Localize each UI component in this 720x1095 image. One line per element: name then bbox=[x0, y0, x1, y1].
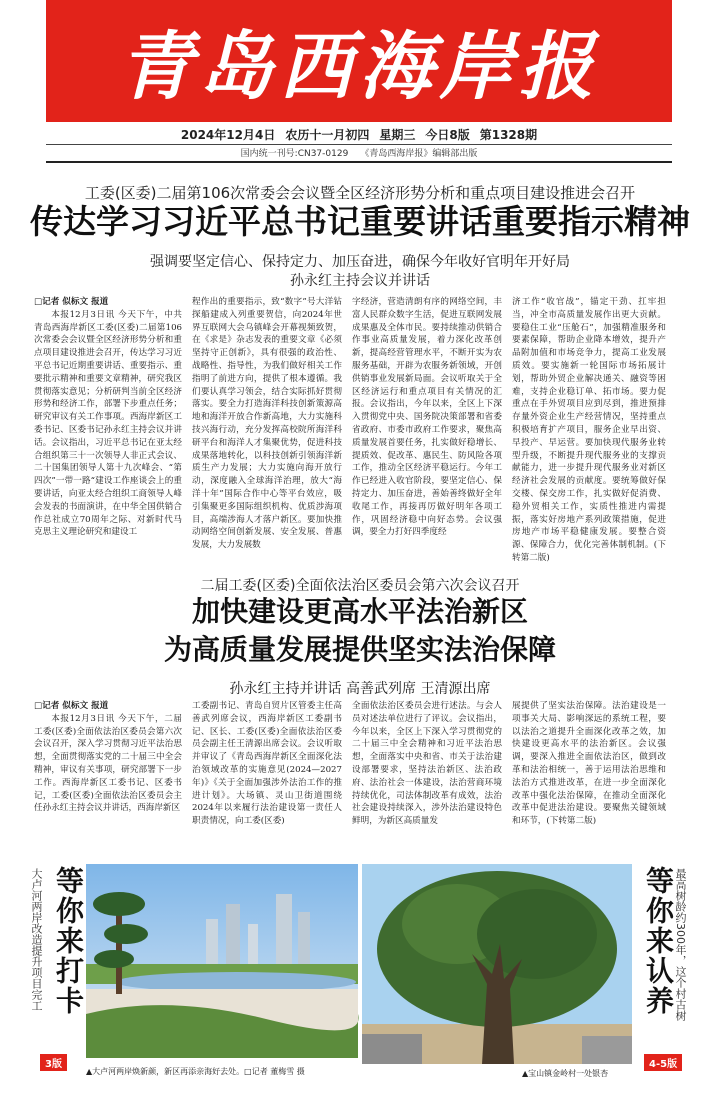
story2-column-4 bbox=[512, 700, 666, 842]
right-page-badge: 4-5版 bbox=[644, 1054, 682, 1071]
story1-paragraph: 程作出的重要指示，致“数字”号大洋钻探船建成入列重要贺信，向2024年世界互联网大会乌镇峰会开幕视频致贺，在《求是》杂志发表的重要文章《必须坚持守正创新》，具有很强的政治性、战略性、指导性，为我们做好相关工作指明了前进方向，提供了根本遵循。我们要认真学习领会，结合实际抓好贯彻落实。要全力打造海洋科技创新策源高地和海洋开放合作新高地，大力实施科技兴海行动，充分发挥高校院所海洋科研平台和海洋人才集聚优势，促进科技成果落地转化，以科技创新引领海洋新质生产力发展；大力实施向海开放行动，深度融入全球海洋治理，放大“海洋十年”国际合作中心等平台效应，吸引集聚更多国际组织机构、优质涉海项目，高端涉海人才落户新区。要加快推动网络空间创新发展、安全发展、普惠发展，大力发展数 bbox=[192, 297, 342, 551]
river-park-photo bbox=[86, 864, 358, 1058]
left-promo-title: 等你来打卡 bbox=[52, 866, 85, 1016]
photo-band bbox=[22, 854, 698, 1086]
issue-number: 第1328期 bbox=[479, 128, 538, 142]
story1-deck: 强调要坚定信心、保持定力、加压奋进，确保今年收好官明年开好局 bbox=[150, 254, 570, 270]
story2-column-2 bbox=[192, 700, 342, 842]
left-page-badge: 3版 bbox=[40, 1054, 67, 1071]
story1-body bbox=[34, 296, 666, 563]
story2-paragraph: 展提供了坚实法治保障。法治建设是一项事关大局、影响深远的系统工程，要以法治之道提升全面深化改革之效，加快建设更高水平的法治新区。会议强调，要深入推进全面依法治区，做到改革和法治相统一，善于运用法治思维和法治方式推进改革，在进一步全面深化改革中强化法治保障，在推动全面深化改革中促进法治建设。要聚焦关键领域和环节，(下转第二版) bbox=[512, 701, 666, 827]
story2-paragraph: 工委副书记、青岛自贸片区管委主任高善武列席会议，西海岸新区工委副书记、区长、工委(区委)全面依法治区委员会副主任王清源出席会议。会议听取并审议了《青岛西海岸新区全面深化法治领域改革的实施意见(2024—2027年)》《关于全面加强涉外法治工作的推进计划》。大场镇、灵山卫街道围绕2024年以来履行法治建设第一责任人职责情况，向工委(区委) bbox=[192, 701, 342, 827]
story1-deck-2: 孙永红主持会议并讲话 bbox=[290, 273, 430, 289]
publisher: 《青岛西海岸报》编辑部出版 bbox=[360, 149, 478, 159]
story1-kicker: 工委(区委)二届第106次常委会会议暨全区经济形势分析和重点项目建设推进会召开 bbox=[84, 184, 636, 202]
story1-column-3 bbox=[352, 296, 502, 554]
left-photo-caption: ▲大卢河两岸焕新颜，新区再添亲海好去处。□记者 董梅雪 摄 bbox=[86, 1067, 305, 1076]
ancient-tree-photo bbox=[362, 864, 632, 1064]
masthead bbox=[46, 0, 672, 122]
story1-column-1 bbox=[34, 296, 182, 554]
story2-deck: 孙永红主持并讲话 高善武列席 王清源出席 bbox=[229, 681, 491, 697]
story1-paragraph: 本报12月3日讯 今天下午，中共青岛西海岸新区工委(区委)二届第106次常委会会议暨全区经济形势分析和重点项目建设推进会召开，传达学习习近平总书记近期重要讲话、重要指示、重要批示精神和重要文章精神，研究我区贯彻落实意见；分析研判当前全区经济形势和经济工作，部署下步重点任务；研究审议有关工作事项。西海岸新区工委书记、区委书记孙永红主持会议并讲话。会议指出，习近平总书记在亚太经合组织第三十一次领导人非正式会议、二十国集团领导人第十九次峰会、“第四次”一带一路“建设工作座谈会上的重要讲话，向亚太经合组织工商领导人峰会发表的书面演讲，在中华全国供销合作总社成立70周年之际、对新时代马克思主义理论研究和建设工 bbox=[34, 309, 182, 538]
page-count: 今日8版 bbox=[425, 128, 470, 142]
right-promo-title: 等你来认养 bbox=[642, 866, 675, 1016]
story2-kicker: 二届工委(区委)全面依法治区委员会第六次会议召开 bbox=[200, 578, 520, 594]
left-promo-subtitle: 大卢河两岸改造提升项目完工 bbox=[30, 868, 43, 1011]
story2-paragraph: 全面依法治区委员会进行述法。与会人员对述法单位进行了评议。会议指出，今年以来，全区上下深入学习贯彻党的二十届三中全会精神和习近平法治思想，全面落实中央和省、市关于法治建设部署要求，坚持法治新区、法治政府、法治社会一体建设，法治营商环境持续优化，司法体制改革有成效，法治社会建设持续深入，涉外法治建设特色鲜明，为新区高质量发 bbox=[352, 701, 502, 827]
left-promo-panel bbox=[22, 860, 84, 1080]
story1-paragraph: 济工作“收官战”，锚定干劲、扛牢担当，冲全市高质量发展作出更大贡献。要稳住工业“压舱石”，加强精准服务和要素保障，帮助企业降本增效，提升产品附加值和市场竞争力，提高工业发展质效。要实施新一轮国际市场拓展计划，帮助外贸企业解决通关、融资等困难，支持企业稳订单、拓市场。要力促重点在手外贸项目应到尽到，推进预排存量外资企业生产经营情况，坚持重点积极培育扩产项目，服务企业早出资、早投产、早运营。要加快现代服务业转型升级，不断提升现代服务业的支撑贡献能力，进一步提升现代服务业对新区经济社会发展的贡献度。要统筹做好保交楼、保交房工作，扎实做好促消费、稳外贸相关工作，实质性推进内需提振，落实好房地产系列政策措施，促进房地产市场平稳健康发展。要整合资源、保障合力，优化完善体制机制。(下转第二版) bbox=[512, 297, 666, 563]
masthead-title: 青岛西海岸报 bbox=[119, 24, 599, 110]
publication-info bbox=[46, 146, 672, 160]
story2-body bbox=[34, 700, 666, 842]
divider bbox=[46, 161, 672, 163]
story2-byline: □记者 似标文 报道 bbox=[34, 701, 109, 711]
divider bbox=[46, 144, 672, 145]
story2-column-3 bbox=[352, 700, 502, 842]
story1-headline: 传达学习习近平总书记重要讲话重要指示精神 bbox=[30, 202, 690, 241]
story1-column-4 bbox=[512, 296, 666, 563]
story2-column-1 bbox=[34, 700, 182, 842]
date: 2024年12月4日 bbox=[180, 128, 276, 142]
story1-byline: □记者 似标文 报道 bbox=[34, 297, 109, 307]
story1-column-2 bbox=[192, 296, 342, 554]
lunar-date: 农历十一月初四 bbox=[285, 128, 370, 142]
story2-paragraph: 本报12月3日讯 今天下午，二届工委(区委)全面依法治区委员会第六次会议召开，深入学习贯彻习近平法治思想，全面贯彻落实党的二十届三中全会精神，审议有关事项，研究部署下一步工作。西海岸新区工委书记、区委书记，工委(区委)全面依法治区委员会主任孙永红主持会议并讲话，西海岸新区 bbox=[34, 713, 182, 814]
dateline bbox=[46, 126, 672, 144]
weekday: 星期三 bbox=[379, 128, 416, 142]
story1-paragraph: 字经济，营造清朗有序的网络空间，丰富人民群众数字生活，促进互联网发展成果惠及全体市民。要持续推动供销合作事业高质量发展，着力深化改革创新，提高经营管理水平，不断开实为农服务基础，开辟为农服务新领域，开创供销事业发展新局面。会议听取关于全区经济运行和重点项目有关情况的汇报。会议指出，今年以来，全区上下深入贯彻党中央、国务院决策部署和省委省政府、市委市政府工作要求，聚焦高质量发展首要任务，扎实做好稳增长、提质效、促改革、惠民生、防风险各项工作，推动全区经济平稳运行。今年工作已经进入收官阶段，要坚定信心、保持定力、加压奋进，善始善终做好全年收尾工作，再接再厉做好明年各项工作，巩固经济稳中向好态势。会议强调，要全力打好四季度经 bbox=[352, 297, 502, 538]
right-promo-subtitle: 最高树龄约300年，这个村古树 bbox=[674, 868, 687, 1021]
story2-headline-1: 加快建设更高水平法治新区 bbox=[191, 595, 528, 628]
story2-headline-2: 为高质量发展提供坚实法治保障 bbox=[163, 633, 556, 666]
right-promo-panel bbox=[636, 860, 698, 1080]
right-photo-caption: ▲宝山镇金岭村一处银杏 bbox=[522, 1069, 609, 1078]
cn-number: 国内统一刊号:CN37-0129 bbox=[240, 149, 349, 159]
